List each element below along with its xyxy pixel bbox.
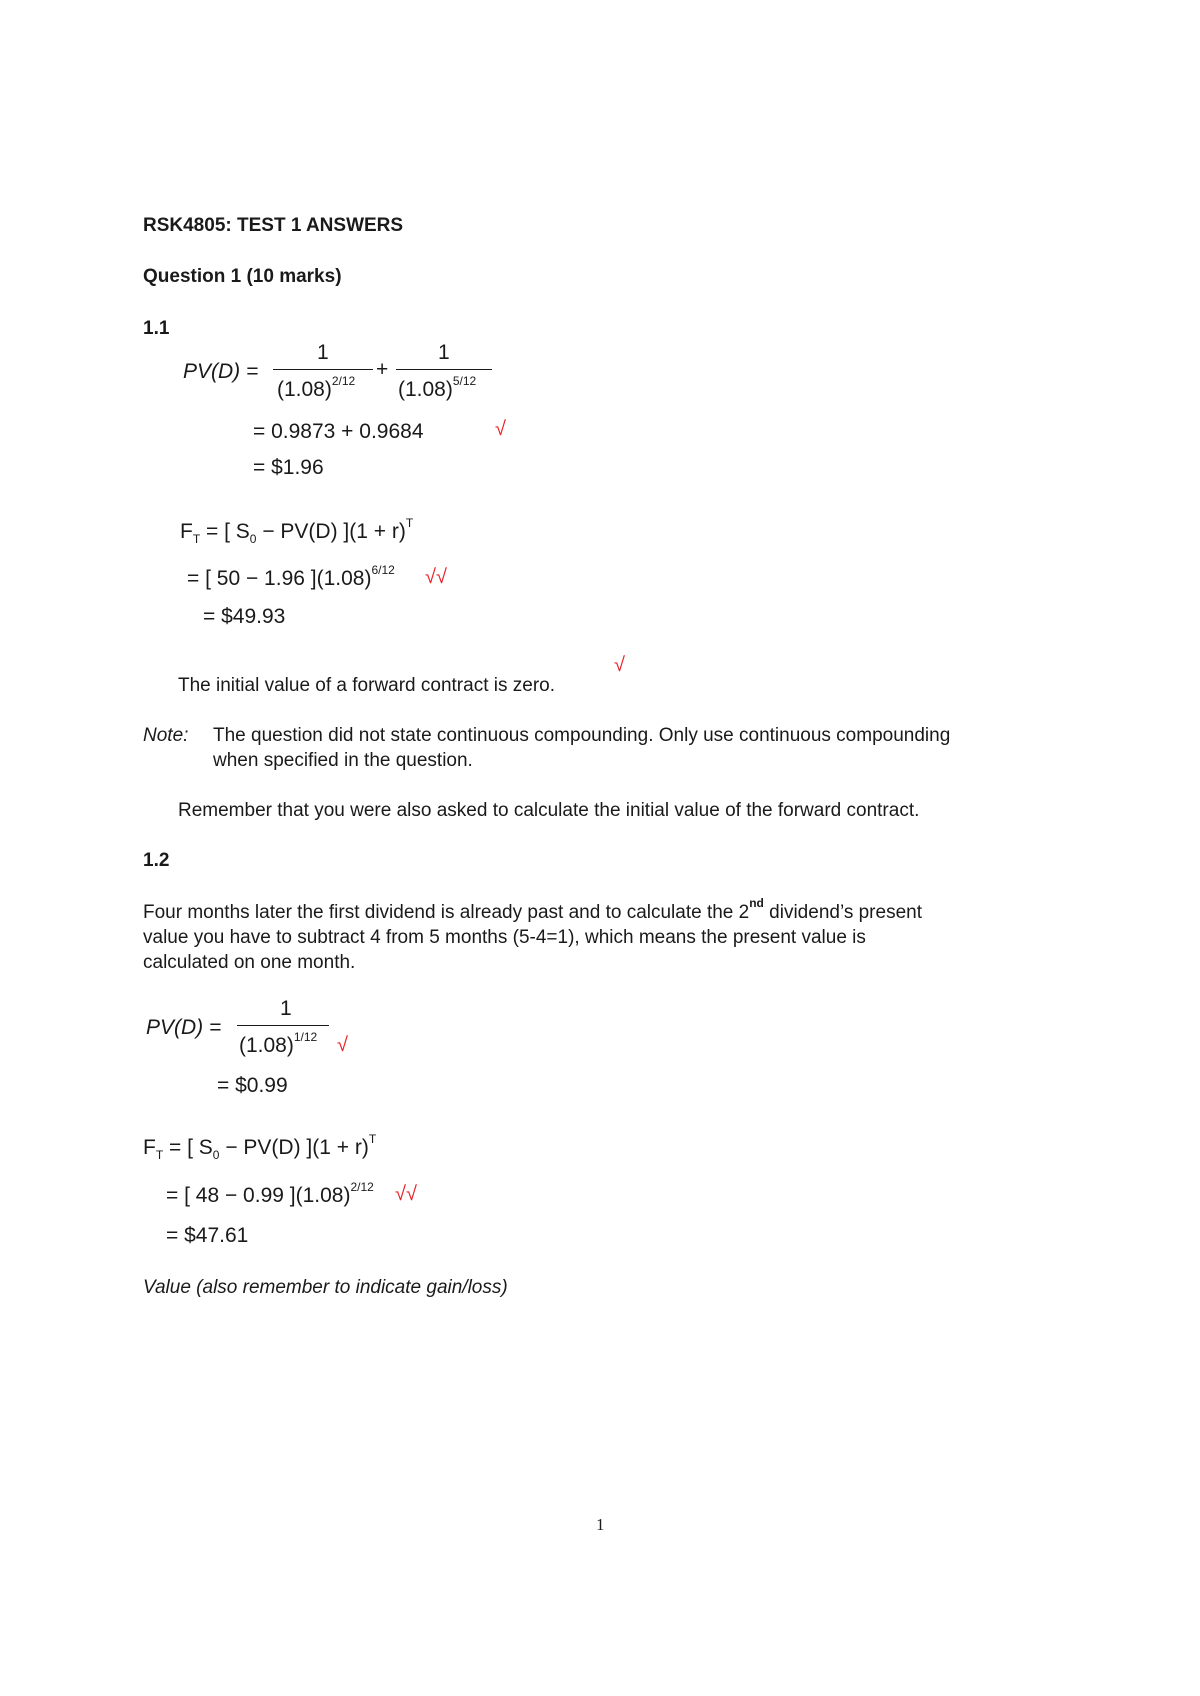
pv-line-3: = $1.96 — [253, 456, 324, 479]
pv-numerator-1: 1 — [317, 341, 329, 364]
pv-numerator-2: 1 — [438, 341, 450, 364]
section-1-1-label: 1.1 — [143, 318, 170, 339]
paragraph-line-1: Four months later the first dividend is already past and to calculate the 2nd dividend’s present — [143, 896, 922, 923]
ft-line-2: = [ 50 − 1.96 ]$(1.08)^{6/12}$ — [187, 563, 395, 590]
double-check-mark: √√ — [395, 1183, 417, 1205]
ft-line-3-b: = $47.61 — [166, 1224, 249, 1247]
ft-line-3: = $49.93 — [203, 605, 286, 628]
ft-formula: $F_T$ = [ $S_0 - PV(D) ](1 + r)^T$ — [180, 516, 414, 546]
check-mark: √ — [614, 654, 625, 676]
pv-line-2-b: = $0.99 — [217, 1074, 288, 1097]
note-text-line-1: The question did not state continuous compounding. Only use continuous compounding — [213, 725, 951, 746]
plus-sign: + — [376, 358, 389, 381]
pv-denominator-1: $(1.08)^{2/12}$ — [277, 374, 356, 401]
pv-numerator-3: 1 — [280, 997, 292, 1020]
ft-line-2-b: = [ 48 − 0.99 ]$(1.08)^{2/12}$ — [166, 1180, 374, 1207]
check-mark: √ — [495, 418, 506, 440]
pv-lhs: PV(D) = — [183, 360, 259, 383]
section-1-2-label: 1.2 — [143, 850, 170, 871]
paragraph-line-3: calculated on one month. — [143, 952, 356, 973]
pv-lhs-2: PV(D) = — [146, 1016, 222, 1039]
question-1-heading: Question 1 (10 marks) — [143, 266, 342, 287]
value-heading: Value (also remember to indicate gain/loss) — [143, 1277, 508, 1298]
fraction-bar-3 — [237, 1025, 329, 1026]
check-mark: √ — [337, 1034, 348, 1056]
initial-value-text: The initial value of a forward contract is zero. — [178, 675, 556, 696]
fraction-bar-2 — [396, 369, 492, 370]
fraction-bar-1 — [273, 369, 373, 370]
remember-text: Remember that you were also asked to calculate the initial value of the forward contract. — [178, 800, 920, 821]
double-check-mark: √√ — [425, 566, 447, 588]
ft-formula-2: $F_T$ = [ $S_0 - PV(D) ](1 + r)^T$ — [143, 1132, 377, 1162]
note-label: Note: — [143, 725, 189, 746]
page-number: 1 — [596, 1515, 605, 1534]
pv-line-2: = 0.9873 + 0.9684 — [253, 420, 424, 443]
pv-denominator-2: $(1.08)^{5/12}$ — [398, 374, 477, 401]
document-title: RSK4805: TEST 1 ANSWERS — [143, 215, 404, 236]
pv-denominator-3: $(1.08)^{1/12}$ — [239, 1030, 318, 1057]
paragraph-line-2: value you have to subtract 4 from 5 months (5-4=1), which means the present value is — [143, 927, 866, 948]
note-text-line-2: when specified in the question. — [213, 750, 473, 771]
